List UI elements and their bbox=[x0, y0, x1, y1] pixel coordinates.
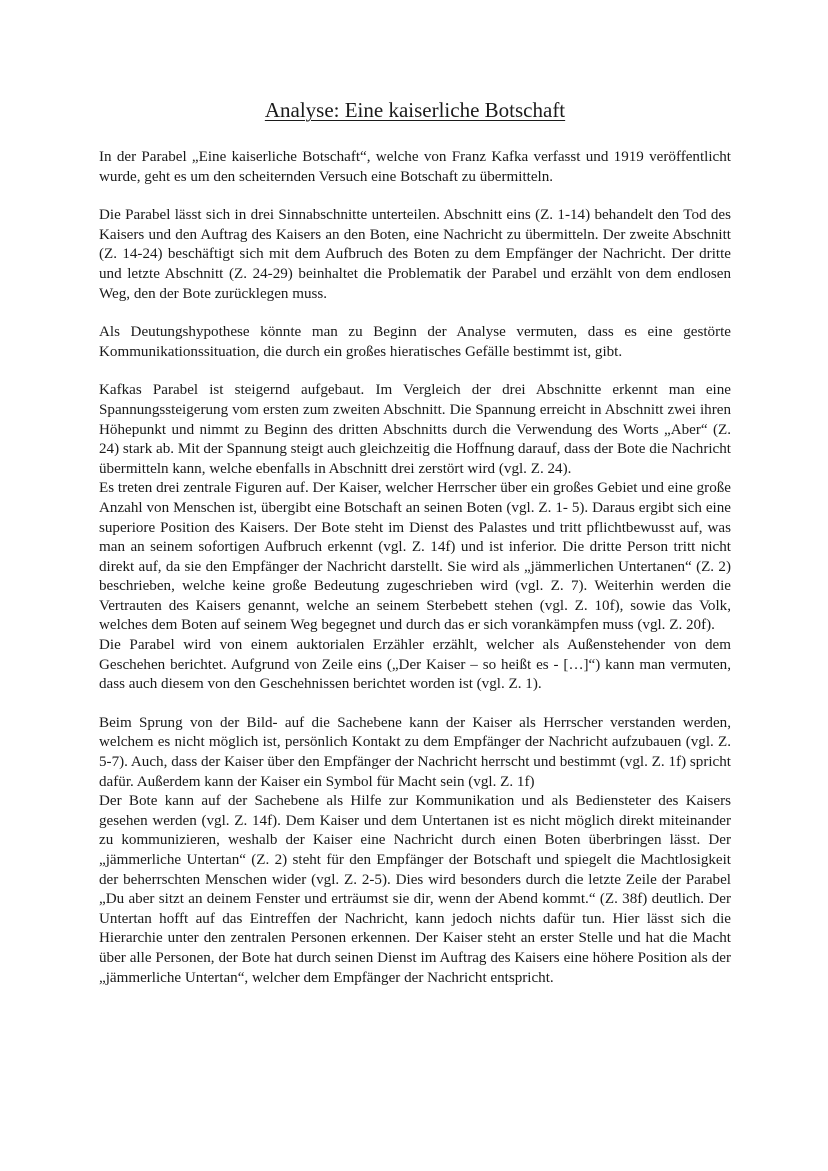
paragraph-narrator: Die Parabel wird von einem auktorialen Erzähler erzählt, welcher als Außenstehender von dem Geschehen berichtet. Aufgrund von Zeile eins („Der Kaiser – so heißt es - […]“) kann man vermuten, dass auch diesem von den Geschehnissen berichtet worden ist (vgl. Z. 1). bbox=[99, 637, 731, 693]
paragraph-introduction: In der Parabel „Eine kaiserliche Botschaft“, welche von Franz Kafka verfasst und 1919 veröffentlicht wurde, geht es um den scheiternden Versuch eine Botschaft zu übermitteln. bbox=[99, 149, 731, 185]
document-title: Analyse: Eine kaiserliche Botschaft bbox=[264, 98, 566, 122]
paragraph-structure: Die Parabel lässt sich in drei Sinnabschnitte unterteilen. Abschnitt eins (Z. 1-14) behandelt den Tod des Kaisers und den Auftrag des Kaisers an den Boten, eine Nachricht zu übermitteln. Der zweite Abschnitt (Z. 14-24) beschäftigt sich mit dem Aufbruch des Boten zu dem Empfänger der Nachricht. Der dritte und letzte Abschnitt (Z. 24-29) beinhaltet die Problematik der Parabel und erzählt von dem endlosen Weg, den der Bote zurücklegen muss. bbox=[99, 207, 731, 302]
paragraph-tension: Kafkas Parabel ist steigernd aufgebaut. Im Vergleich der drei Abschnitte erkennt man eine Spannungssteigerung vom ersten zum zweiten Abschnitt. Die Spannung erreicht in Abschnitt zwei ihren Höhepunkt und nimmt zu Beginn des dritten Abschnitts durch die Verwendung des Worts „Aber“ (Z. 24) stark ab. Mit der Spannung steigt auch gleichzeitig die Hoffnung darauf, dass der Bote die Nachricht übermitteln kann, welche ebenfalls in Abschnitt drei zerstört wird (vgl. Z. 24). bbox=[99, 382, 731, 477]
paragraph-messenger-interpretation: Der Bote kann auf der Sachebene als Hilfe zur Kommunikation und als Bediensteter des Kaisers gesehen werden (vgl. Z. 14f). Dem Kaiser und dem Untertanen ist es nicht möglich direkt miteinander zu kommunizieren, weshalb der Kaiser eine Nachricht durch einen Boten überbringen lässt. Der „jämmerliche Untertan“ (Z. 2) steht für den Empfänger der Botschaft und spiegelt die Machtlosigkeit der beherrschten Menschen wider (vgl. Z. 2-5). Dies wird besonders durch die letzte Zeile der Parabel „Du aber sitzt an deinem Fenster und erträumst sie dir, wenn der Abend kommt.“ (Z. 38f) deutlich. Der Untertan hofft auf das Eintreffen der Nachricht, kann jedoch nichts dafür tun. Hier lässt sich die Hierarchie unter den zentralen Personen erkennen. Der Kaiser steht an erster Stelle und hat die Macht über alle Personen, der Bote hat durch seinen Dienst im Auftrag des Kaisers eine höhere Position als der „jämmerliche Untertan“, welcher dem Empfänger der Nachricht entspricht. bbox=[99, 793, 731, 986]
paragraph-hypothesis: Als Deutungshypothese könnte man zu Beginn der Analyse vermuten, dass es eine gestörte Kommunikationssituation, die durch ein großes hieratisches Gefälle bestimmt ist, gibt. bbox=[99, 324, 731, 360]
paragraph-figures: Es treten drei zentrale Figuren auf. Der Kaiser, welcher Herrscher über ein großes Gebiet und eine große Anzahl von Menschen ist, übergibt eine Botschaft an seinen Boten (vgl. Z. 1- 5). Daraus ergibt sich eine superiore Position des Kaisers. Der Bote steht im Dienst des Palastes und tritt pflichtbewusst auf, was man an seinem sofortigen Aufbruch erkennt (vgl. Z. 14f) und ist inferior. Die dritte Person tritt nicht direkt auf, da sie den Empfänger der Nachricht darstellt. Sie wird als „jämmerlichen Untertanen“ (Z. 2) beschrieben, welche keine große Bedeutung zugeschrieben wird (vgl. Z. 7). Weiterhin werden die Vertrauten des Kaisers genannt, welche an seinem Sterbebett stehen (vgl. Z. 10f), sowie das Volk, welches dem Boten auf seinem Weg begegnet und durch das er sich vorankämpfen muss (vgl. Z. 20f). bbox=[99, 480, 731, 634]
paragraph-emperor-interpretation: Beim Sprung von der Bild- auf die Sachebene kann der Kaiser als Herrscher verstanden werden, welchem es nicht möglich ist, persönlich Kontakt zu dem Empfänger der Nachricht aufzubauen (vgl. Z. 5-7). Auch, dass der Kaiser über den Empfänger der Nachricht herrscht und bestimmt (vgl. Z. 1f) spricht dafür. Außerdem kann der Kaiser ein Symbol für Macht sein (vgl. Z. 1f) bbox=[99, 714, 731, 790]
